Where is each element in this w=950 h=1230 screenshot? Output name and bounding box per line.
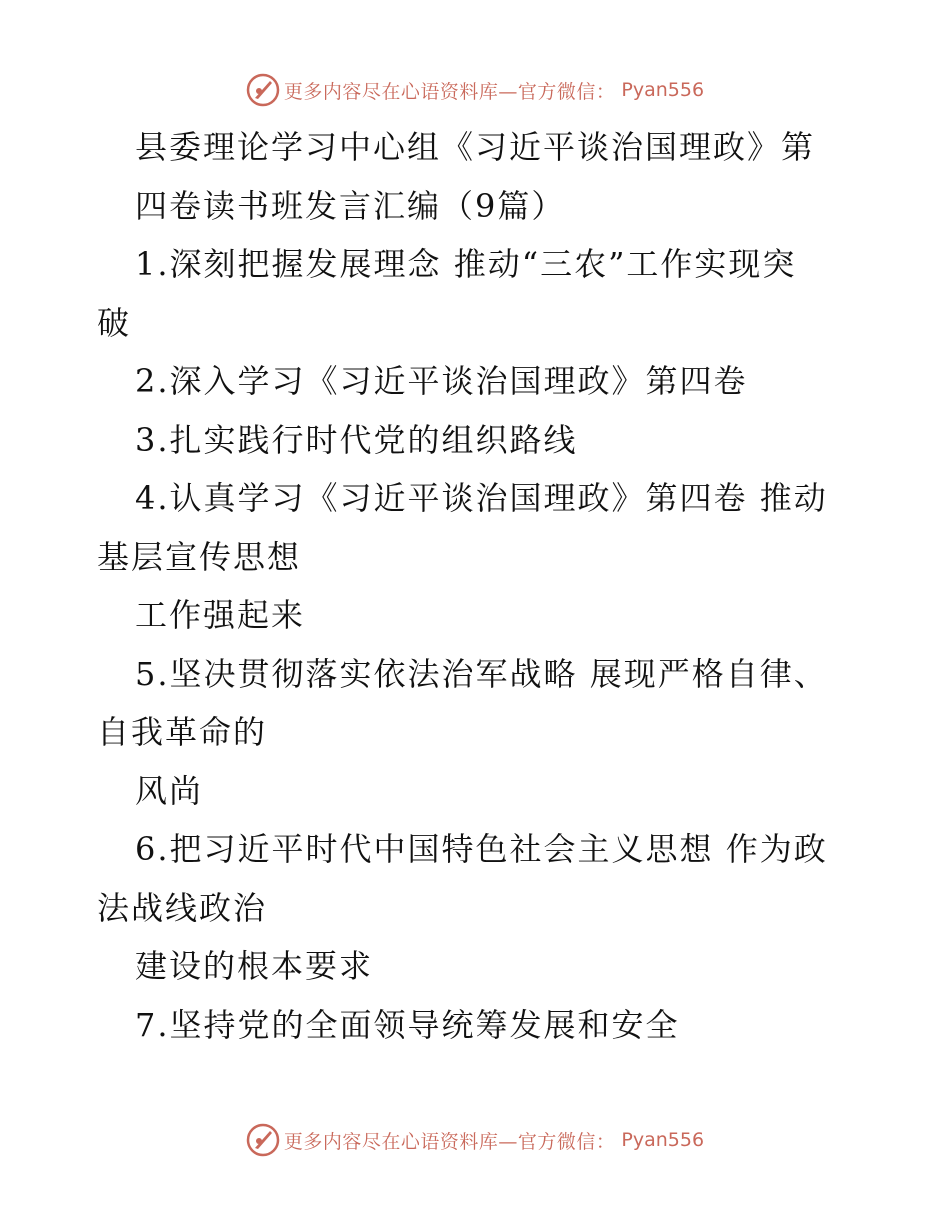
doc-line: 自我革命的 <box>97 713 268 751</box>
watermark-text: 更多内容尽在心语资料库—官方微信： <box>283 80 616 103</box>
quill-logo-icon <box>246 1123 280 1157</box>
doc-line: 风尚 <box>135 771 204 810</box>
doc-line: 6.把习近平时代中国特色社会主义思想 作为政 <box>135 830 828 868</box>
watermark-id: Pyan556 <box>621 79 705 101</box>
doc-line: 7.坚持党的全面领导统筹发展和安全 <box>135 1005 680 1044</box>
doc-line: 工作强起来 <box>135 596 306 634</box>
watermark-text: 更多内容尽在心语资料库—官方微信： <box>283 1130 616 1153</box>
doc-line: 5.坚决贯彻落实依法治军战略 展现严格自律、 <box>135 654 828 693</box>
document-body <box>97 118 837 1054</box>
doc-line: 法战线政治 <box>97 888 268 927</box>
doc-line: 4.认真学习《习近平谈治国理政》第四卷 推动 <box>135 479 828 517</box>
doc-line: 破 <box>97 303 132 342</box>
doc-line: 3.扎实践行时代党的组织路线 <box>135 420 578 459</box>
doc-line: 2.深入学习《习近平谈治国理政》第四卷 <box>135 362 748 400</box>
watermark-id: Pyan556 <box>621 1129 705 1151</box>
doc-line: 1.深刻把握发展理念 推动“三农”工作实现突 <box>135 245 797 283</box>
doc-line: 建设的根本要求 <box>135 947 374 985</box>
doc-line: 四卷读书班发言汇编（9篇） <box>135 186 566 225</box>
footer-watermark <box>0 1120 950 1160</box>
doc-line: 县委理论学习中心组《习近平谈治国理政》第 <box>135 128 816 166</box>
header-watermark <box>0 70 950 110</box>
quill-logo-icon <box>246 73 280 107</box>
doc-line: 基层宣传思想 <box>97 537 302 576</box>
